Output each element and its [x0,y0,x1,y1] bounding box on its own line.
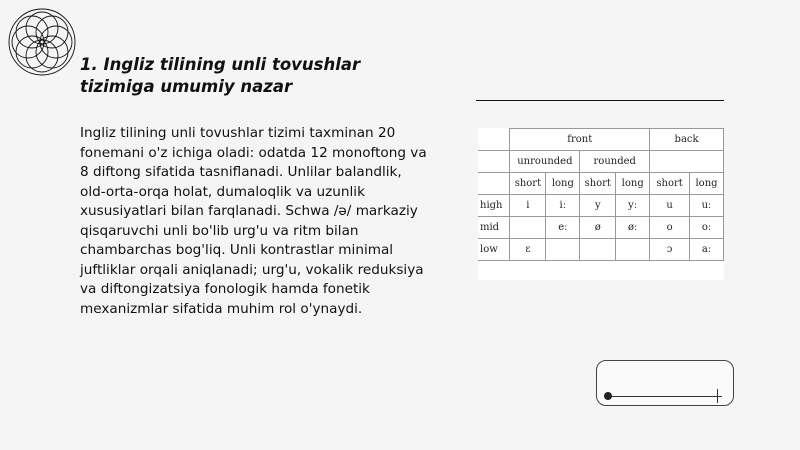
length-header: short [510,173,546,195]
vowel-cell: y [580,195,616,217]
vowel-cell [510,217,546,239]
rounded-header: rounded [580,151,650,173]
vowel-cell [616,239,650,261]
length-header: short [580,173,616,195]
corner-cell [478,151,510,173]
row-label: mid [478,217,510,239]
length-header: long [690,173,724,195]
length-header: long [616,173,650,195]
table-row [478,239,724,261]
length-header: long [546,173,580,195]
vowel-cell: eː [546,217,580,239]
audio-progress-track[interactable] [611,396,719,397]
vowel-cell: øː [616,217,650,239]
audio-playhead-handle[interactable] [604,392,612,400]
vowel-cell: yː [616,195,650,217]
corner-cell [478,173,510,195]
vowel-cell: ø [580,217,616,239]
slide-body-paragraph: Ingliz tilining unli tovushlar tizimi taxminan 20 fonemani o'z ichiga oladi: odatda 12 monoftong va 8 diftong sifatida tasniflanadi. Unlilar balandlik, old-orta-orqa holat, dumaloqlik va uzunlik xususiyatlari bilan farqlanadi. Schwa /ə/ markaziy qisqaruvchi unli bo'lib urg'u va ritm bilan chambarchas bog'liq. Unli kontrastlar minimal juftliklar orqali aniqlanadi; urg'u, vokalik reduksiya va diftongizatsiya fonologik hamda fonetik mexanizmlar sifatida muhim rol o'ynaydi. [80,125,427,317]
vowel-cell: oː [690,217,724,239]
vowel-cell: iː [546,195,580,217]
corner-cell [478,129,510,151]
vowel-cell [546,239,580,261]
volume-icon-bar [712,396,722,397]
vowel-cell: uː [690,195,724,217]
vowel-table [478,128,724,261]
slide-title: 1. Ingliz tilining unli tovushlar tizimiga umumiy nazar [80,55,361,96]
vowel-cell: ɛ [510,239,546,261]
vowel-cell: u [650,195,690,217]
decorative-rosette-logo [4,4,80,80]
back-subheader [650,151,724,173]
vowel-cell: aː [690,239,724,261]
table-row [478,195,724,217]
vowel-chart-image [478,128,724,280]
table-row [478,217,724,239]
length-header: short [650,173,690,195]
table-top-rule [476,100,724,101]
unrounded-header: unrounded [510,151,580,173]
vowel-cell [580,239,616,261]
row-label: high [478,195,510,217]
back-header: back [650,129,724,151]
vowel-cell: ɔ [650,239,690,261]
audio-player[interactable] [596,360,734,406]
front-header: front [510,129,650,151]
vowel-cell: o [650,217,690,239]
row-label: low [478,239,510,261]
vowel-cell: i [510,195,546,217]
